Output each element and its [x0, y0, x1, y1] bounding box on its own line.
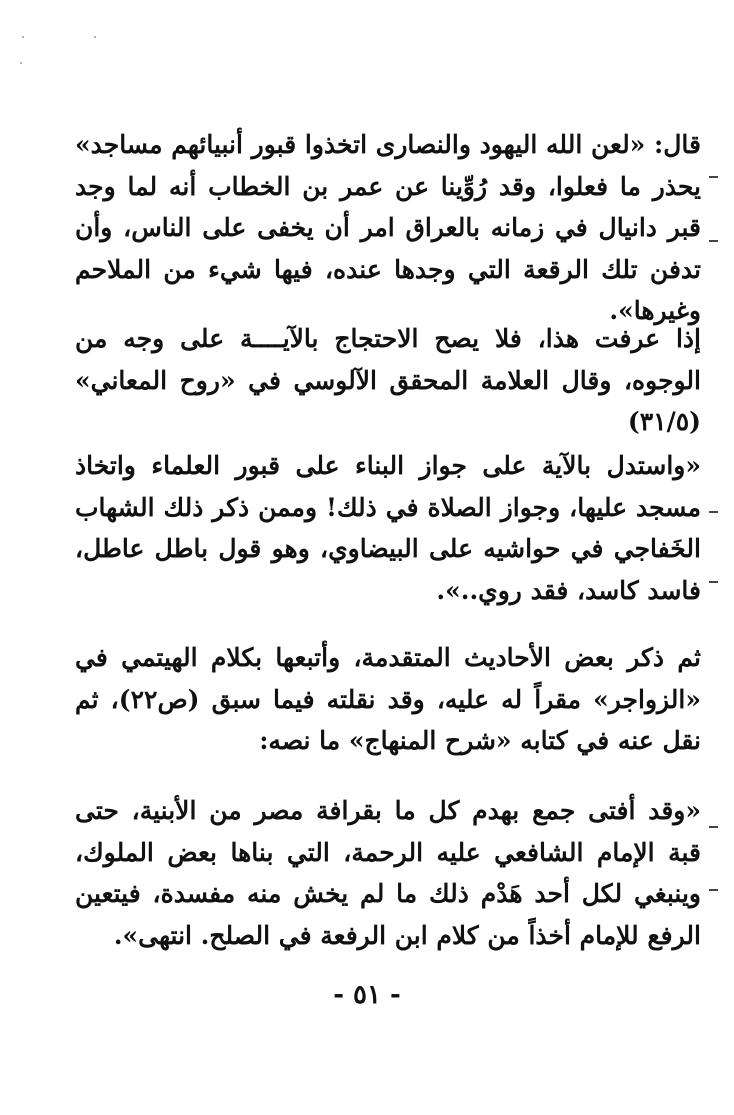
margin-mark [709, 889, 718, 891]
paragraph-argument: إذا عرفت هذا، فلا يصح الاحتجاج بالآيــــة على وجه من الوجوه، وقال العلامة المحقق الآلوسي في «روح المعاني» (٣١/٥) [75, 324, 701, 436]
page-number: - ٥١ - [333, 980, 401, 1010]
paragraph-fatwa-quote: «وقد أفتى جمع بهدم كل ما بقرافة مصر من الأبنية، حتى قبة الإمام الشافعي عليه الرحمة، التي بناها بعض الملوك، وينبغي لكل أحد هَدْم ذلك ما لم يخش منه مفسدة، فيتعين الرفع للإمام أخذاً من كلام ابن الرفعة في الصلح. انتهى». [75, 796, 701, 950]
margin-mark [709, 240, 718, 242]
margin-mark [709, 176, 718, 178]
paragraph-hadith-quote: قال: «لعن الله اليهود والنصارى اتخذوا قبور أنبيائهم مساجد» يحذر ما فعلوا، وقد رُوِّينا عن عمر بن الخطاب أنه لما وجد قبر دانيال في زمانه بالعراق امر أن يخفى على الناس، وأن تدفن تلك الرقعة التي وجدها عنده، فيها شيء من الملاحم وغيرها». [75, 130, 701, 325]
paragraph-haytami-reference: ثم ذكر بعض الأحاديث المتقدمة، وأتبعها بكلام الهيتمي في «الزواجر» مقراً له عليه، وقد نقلته فيما سبق (ص٢٢)، ثم نقل عنه في كتابه «شرح المنهاج» ما نصه: [75, 643, 701, 755]
paper-speck [20, 62, 22, 64]
paper-speck [94, 36, 96, 38]
margin-mark [709, 581, 718, 583]
margin-mark [709, 826, 718, 828]
paper-speck [22, 36, 24, 38]
margin-mark [709, 511, 718, 513]
paragraph-alusi-quote: «واستدل بالآية على جواز البناء على قبور العلماء واتخاذ مسجد عليها، وجواز الصلاة في ذلك! وممن ذكر ذلك الشهاب الخَفاجي في حواشيه على البيضاوي، وهو قول باطل عاطل، فاسد كاسد، فقد روي..». [75, 451, 701, 605]
